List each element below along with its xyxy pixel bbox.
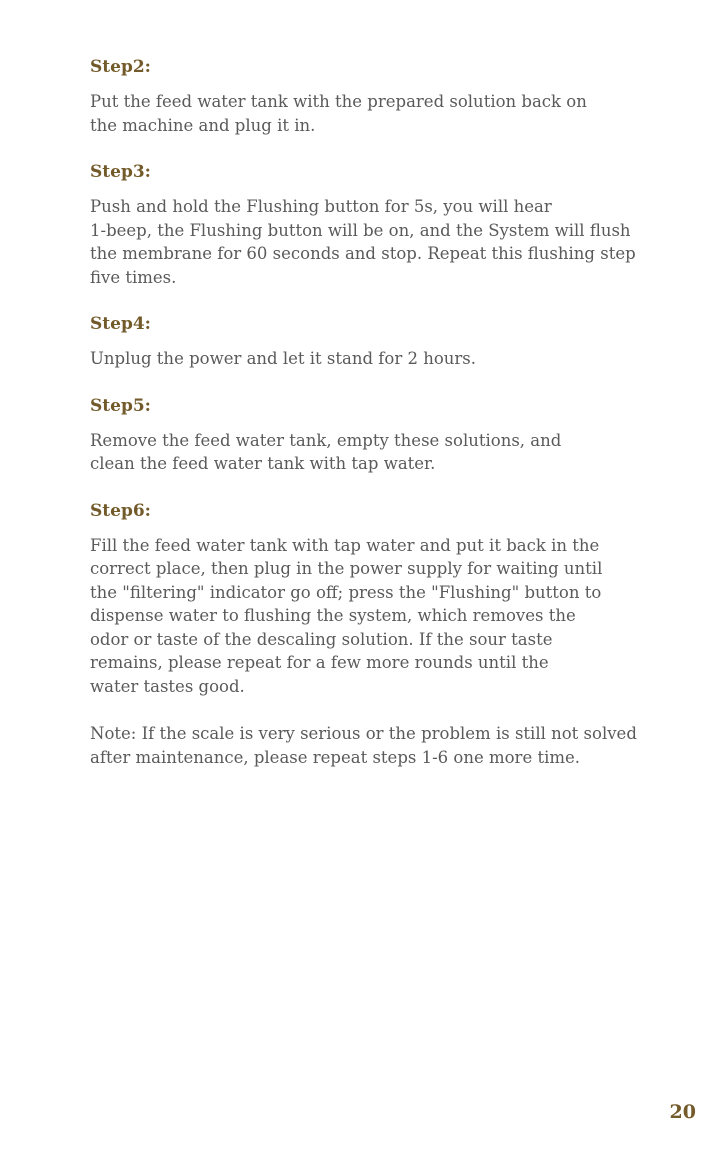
- text-line: Push and hold the Flushing button for 5s, you will hear: [90, 197, 552, 216]
- step-heading: Step2:: [90, 57, 151, 77]
- page-number: 20: [669, 1101, 696, 1123]
- text-line: clean the feed water tank with tap water.: [90, 454, 436, 473]
- step-text: [90, 347, 650, 371]
- maintenance-note: [90, 722, 650, 769]
- text-line: water tastes good.: [90, 676, 245, 696]
- step-text: [90, 429, 650, 476]
- manual-page-content: [90, 56, 650, 769]
- step-3: [90, 161, 650, 289]
- step-text: [90, 195, 650, 289]
- text-line: Unplug the power and let it stand for 2 hours.: [90, 349, 477, 368]
- text-line: the membrane for 60 seconds and stop. Repeat this flushing step: [90, 244, 636, 263]
- text-line: after maintenance, please repeat steps 1-6 one more time.: [90, 747, 581, 767]
- step-6: [90, 500, 650, 699]
- text-line: remains, please repeat for a few more rounds until the: [90, 653, 549, 672]
- text-line: correct place, then plug in the power supply for waiting until: [90, 559, 603, 578]
- step-2: [90, 56, 650, 137]
- text-line: the "filtering" indicator go off; press the "Flushing" button to: [90, 582, 602, 602]
- text-line: dispense water to flushing the system, which removes the: [90, 606, 576, 625]
- step-text: [90, 90, 650, 137]
- step-heading: Step6:: [90, 500, 151, 521]
- step-heading: Step3:: [90, 162, 151, 182]
- text-line: Note: If the scale is very serious or the problem is still not solved: [90, 724, 637, 743]
- text-line: Put the feed water tank with the prepared solution back on: [90, 92, 587, 111]
- step-5: [90, 395, 650, 476]
- text-line: five times.: [90, 267, 177, 287]
- step-heading: Step5:: [90, 395, 151, 416]
- text-line: odor or taste of the descaling solution. If the sour taste: [90, 629, 553, 649]
- step-4: [90, 313, 650, 371]
- step-heading: Step4:: [90, 314, 151, 334]
- text-line: the machine and plug it in.: [90, 115, 316, 135]
- text-line: Fill the feed water tank with tap water and put it back in the: [90, 535, 600, 555]
- step-text: [90, 534, 650, 699]
- text-line: Remove the feed water tank, empty these solutions, and: [90, 430, 562, 450]
- text-line: 1-beep, the Flushing button will be on, and the System will flush: [90, 220, 631, 240]
